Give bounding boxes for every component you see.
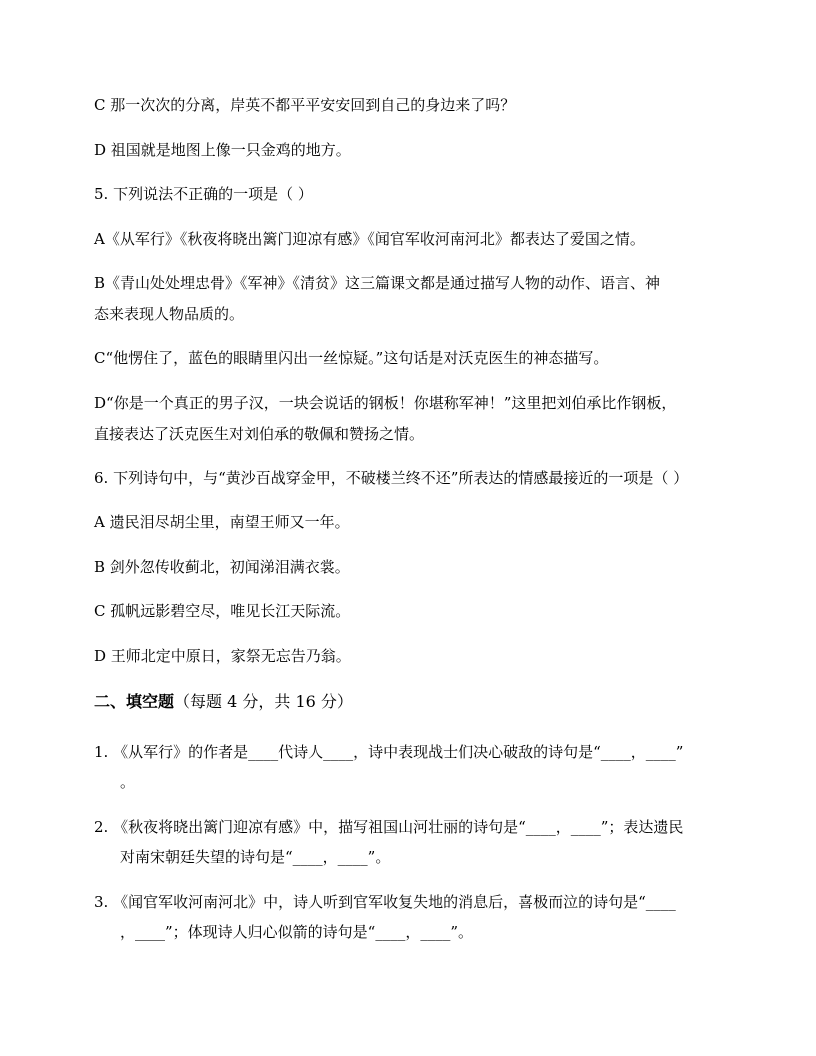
option-d-line: D 祖国就是地图上像一只金鸡的地方。 <box>94 141 351 159</box>
fill-question-3-line2: ，____”；体现诗人归心似箭的诗句是“____，____”。 <box>120 923 474 941</box>
q6-option-b: B 剑外忽传收蓟北，初闻涕泪满衣裳。 <box>94 558 350 576</box>
q5-option-d-line2: 直接表达了沃克医生对刘伯承的敬佩和赞扬之情。 <box>94 425 425 443</box>
fill-question-3-line1: 3. 《闻官军收河南河北》中，诗人听到官军收复失地的消息后，喜极而泣的诗句是“____ <box>94 893 676 911</box>
fill-question-2-line2: 对南宋朝廷失望的诗句是“____，____”。 <box>120 848 391 866</box>
q6-option-a: A 遗民泪尽胡尘里，南望王师又一年。 <box>94 513 350 531</box>
fill-question-1-line1: 1. 《从军行》的作者是____代诗人____，诗中表现战士们决心破敌的诗句是“____，____” <box>94 743 684 761</box>
section-title: 二、填空题 <box>94 692 175 711</box>
q6-option-d: D 王师北定中原日，家祭无忘告乃翁。 <box>94 647 351 665</box>
q5-option-b-line1: B《青山处处埋忠骨》《军神》《清贫》这三篇课文都是通过描写人物的动作、语言、神 <box>94 274 661 292</box>
section-heading <box>94 692 353 712</box>
q5-option-d-line1: D“你是一个真正的男子汉，一块会说话的钢板！你堪称军神！”这里把刘伯承比作钢板， <box>94 394 677 412</box>
q6-option-c: C 孤帆远影碧空尽，唯见长江天际流。 <box>94 602 351 620</box>
question-5: 5. 下列说法不正确的一项是（ ） <box>94 185 313 203</box>
fill-question-2-line1: 2. 《秋夜将晓出篱门迎凉有感》中，描写祖国山河壮丽的诗句是“____，____”；表达遗民 <box>94 818 684 836</box>
q5-option-c: C“他愣住了，蓝色的眼睛里闪出一丝惊疑。”这句话是对沃克医生的神态描写。 <box>94 349 609 367</box>
q5-option-b-line2: 态来表现人物品质的。 <box>94 305 245 323</box>
option-c-line: C 那一次次的分离，岸英不都平平安安回到自己的身边来了吗？ <box>94 96 516 114</box>
section-note: （每题 4 分，共 16 分） <box>174 692 353 711</box>
fill-question-1-line2: 。 <box>120 773 136 791</box>
question-6: 6. 下列诗句中，与“黄沙百战穿金甲，不破楼兰终不还”所表达的情感最接近的一项是（ ） <box>94 469 689 487</box>
q5-option-a: A《从军行》《秋夜将晓出篱门迎凉有感》《闻官军收河南河北》都表达了爱国之情。 <box>94 230 645 248</box>
